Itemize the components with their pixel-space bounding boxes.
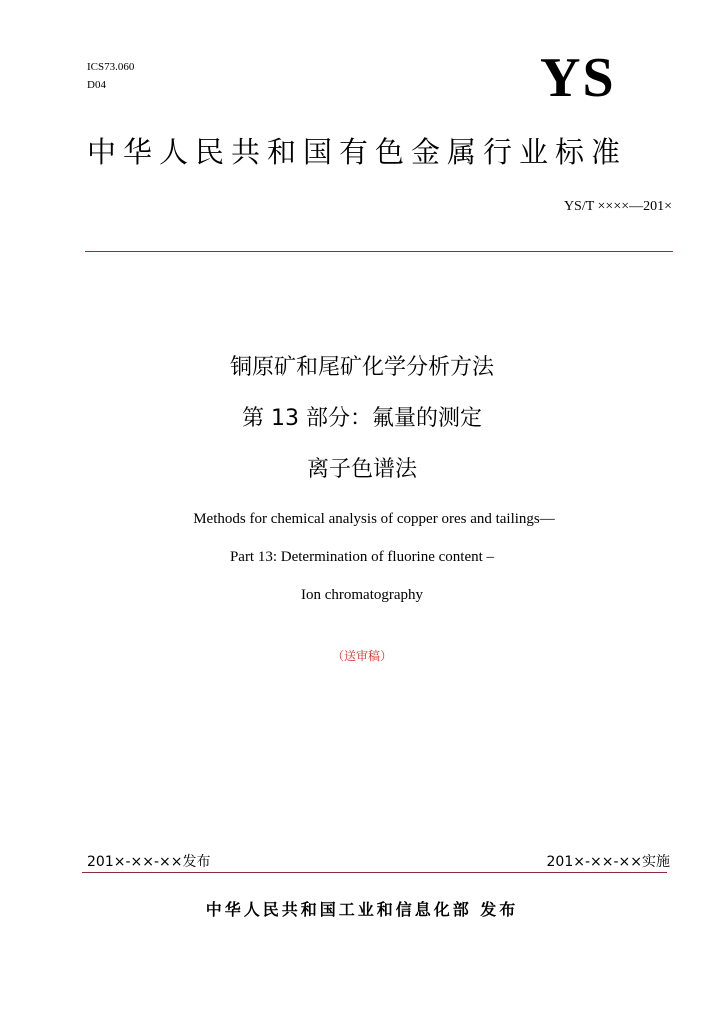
title-zh-line1: 铜原矿和尾矿化学分析方法 [229, 355, 494, 380]
title-zh-line2: 第 13 部分：氟量的测定 [242, 406, 482, 431]
ys-logo: YS [540, 47, 616, 109]
publisher: 中华人民共和国工业和信息化部 发布 [205, 900, 519, 919]
classification-codes [87, 58, 134, 94]
standard-number: YS/T ××××—201× [563, 199, 672, 214]
ics-code: ICS73.060 [87, 61, 135, 73]
title-zh-line3: 离子色谱法 [306, 457, 417, 482]
bottom-divider [82, 872, 667, 873]
title-en-line1: Methods for chemical analysis of copper ores and tailings— [193, 511, 555, 527]
category-code: D04 [87, 79, 106, 91]
draft-status: （送审稿） [331, 649, 392, 663]
standard-title: 中华人民共和国有色金属行业标准 [87, 135, 628, 169]
implementation-date: 201×-××-××实施 [546, 854, 670, 870]
issue-date: 201×-××-××发布 [87, 854, 211, 870]
title-en-line2: Part 13: Determination of fluorine content – [229, 549, 495, 565]
title-en-line3: Ion chromatography [300, 587, 424, 603]
top-divider [85, 251, 673, 252]
